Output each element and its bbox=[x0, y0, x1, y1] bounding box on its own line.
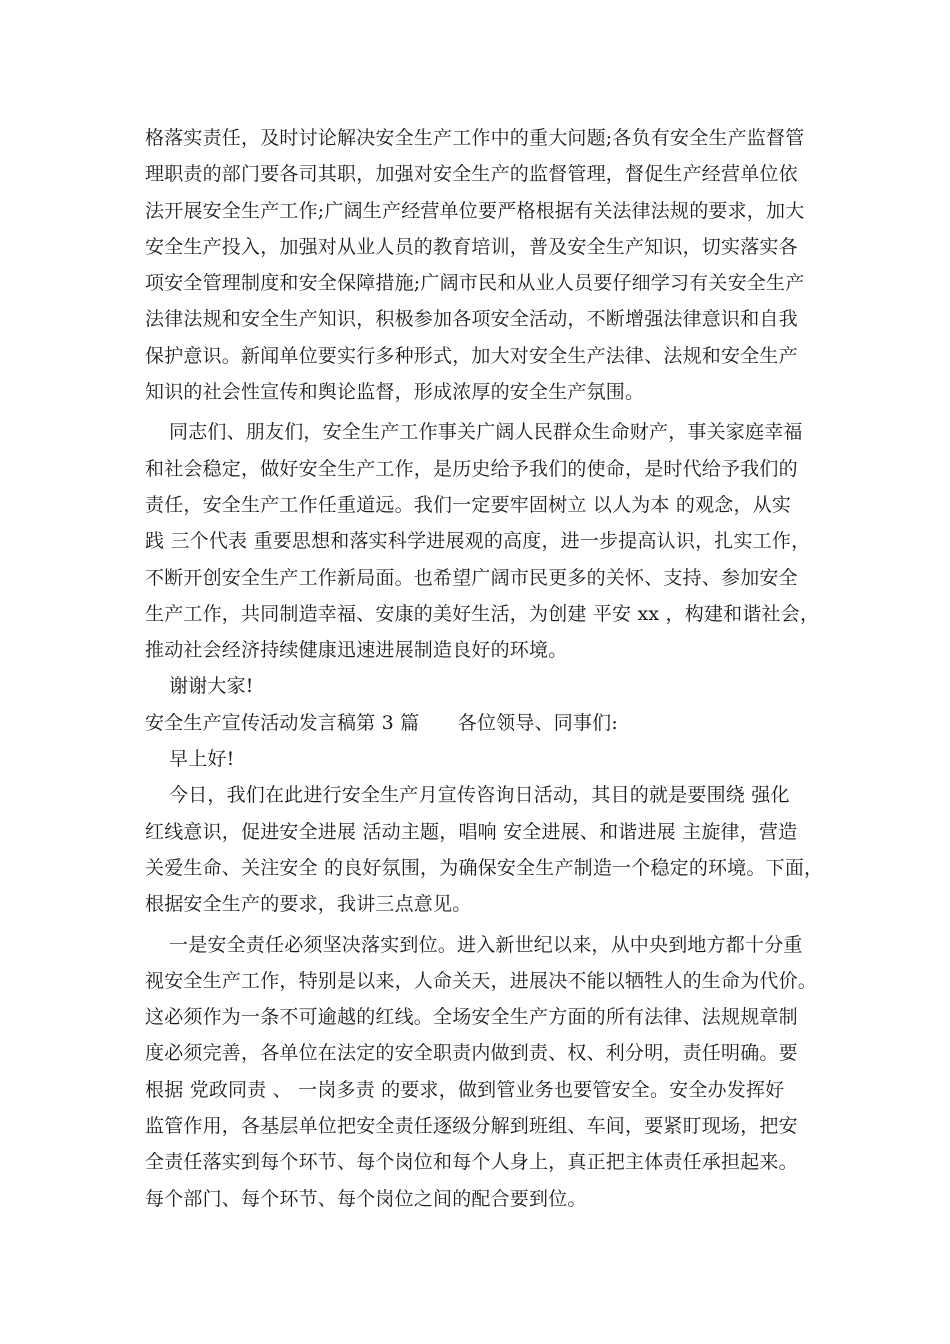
text-line: 安全生产投入，加强对从业人员的教育培训，普及安全生产知识，切实落实各 bbox=[145, 235, 798, 258]
text-line: 格落实责任，及时讨论解决安全生产工作中的重大问题;各负有安全生产监督管 bbox=[145, 127, 805, 149]
section-heading: 安全生产宣传活动发言稿第 3 篇 各位领导、同事们: bbox=[145, 711, 618, 734]
text-line: 根据安全生产的要求，我讲三点意见。 bbox=[145, 893, 472, 916]
text-line: 每个部门、每个环节、每个岗位之间的配合要到位。 bbox=[145, 1187, 587, 1210]
text-line: 全责任落实到每个环节、每个岗位和每个人身上，真正把主体责任承担起来。 bbox=[145, 1151, 798, 1174]
text-line: 根据 党政同责 、 一岗多责 的要求，做到管业务也要管安全。安全办发挥好 bbox=[145, 1078, 785, 1101]
text-line: 谢谢大家! bbox=[169, 675, 254, 698]
text-line: 生产工作，共同制造幸福、安康的美好生活，为创建 平安 xx ，构建和谐社会， bbox=[145, 602, 820, 625]
text-line: 知识的社会性宣传和舆论监督，形成浓厚的安全生产氛围。 bbox=[145, 381, 645, 404]
text-line: 和社会稳定，做好安全生产工作，是历史给予我们的使命，是时代给予我们的 bbox=[145, 457, 798, 480]
text-line: 红线意识，促进安全进展 活动主题，唱响 安全进展、和谐进展 主旋律，营造 bbox=[145, 820, 798, 843]
text-line: 法开展安全生产工作;广阔生产经营单位要严格根据有关法律法规的要求，加大 bbox=[145, 199, 805, 222]
text-line: 早上好! bbox=[169, 748, 235, 771]
text-line: 践 三个代表 重要思想和落实科学进展观的高度，进一步提高认识，扎实工作， bbox=[145, 530, 811, 553]
text-line: 视安全生产工作，特别是以来，人命关天，进展决不能以牺牲人的生命为代价。 bbox=[145, 969, 818, 992]
text-line: 这必须作为一条不可逾越的红线。全场安全生产方面的所有法律、法规规章制 bbox=[145, 1006, 798, 1029]
text-line: 保护意识。新闻单位要实行多种形式，加大对安全生产法律、法规和安全生产 bbox=[145, 344, 798, 367]
text-line: 关爱生命、关注安全 的良好氛围，为确保安全生产制造一个稳定的环境。下面， bbox=[145, 856, 824, 879]
text-line: 今日，我们在此进行安全生产月宣传咨询日活动，其目的就是要围绕 强化 bbox=[169, 784, 790, 807]
text-line: 责任，安全生产工作任重道远。我们一定要牢固树立 以人为本 的观念，从实 bbox=[145, 493, 792, 516]
text-line: 度必须完善，各单位在法定的安全职责内做到责、权、利分明，责任明确。要 bbox=[145, 1042, 798, 1065]
text-line: 法律法规和安全生产知识，积极参加各项安全活动，不断增强法律意识和自我 bbox=[145, 308, 798, 331]
text-line: 理职责的部门要各司其职，加强对安全生产的监督管理，督促生产经营单位依 bbox=[145, 163, 798, 186]
text-line: 不断开创安全生产工作新局面。也希望广阔市民更多的关怀、支持、参加安全 bbox=[145, 566, 798, 589]
text-line: 一是安全责任必须坚决落实到位。进入新世纪以来，从中央到地方都十分重 bbox=[169, 933, 803, 956]
text-line: 项安全管理制度和安全保障措施;广阔市民和从业人员要仔细学习有关安全生产 bbox=[145, 272, 805, 295]
text-line: 推动社会经济持续健康迅速进展制造良好的环境。 bbox=[145, 639, 568, 662]
text-line: 同志们、朋友们，安全生产工作事关广阔人民群众生命财产，事关家庭幸福 bbox=[169, 421, 803, 444]
text-line: 监管作用，各基层单位把安全责任逐级分解到班组、车间，要紧盯现场，把安 bbox=[145, 1115, 798, 1138]
body-text bbox=[145, 120, 824, 1217]
